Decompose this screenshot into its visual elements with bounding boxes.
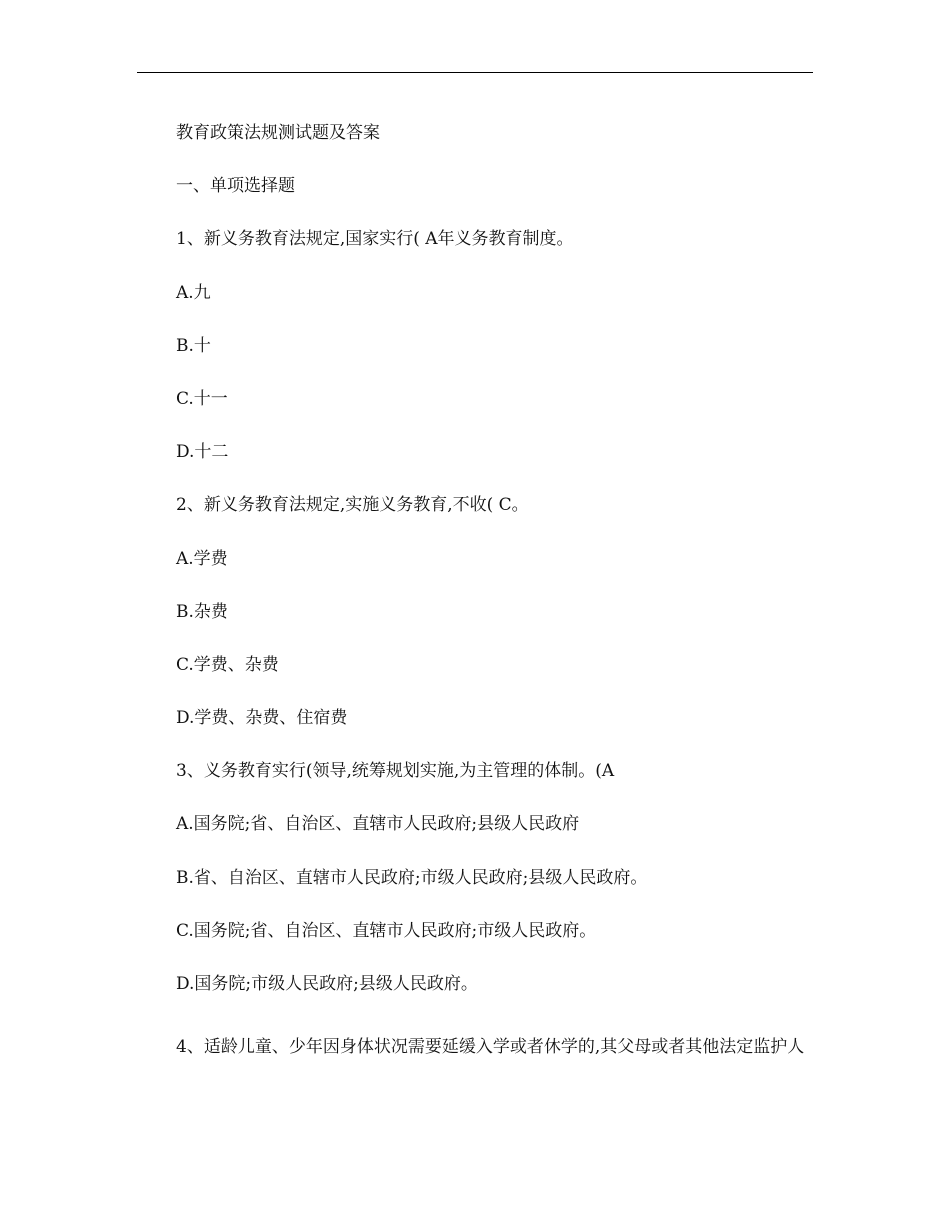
option-3d: D.国务院;市级人民政府;县级人民政府。 bbox=[176, 974, 478, 994]
option-3a: A.国务院;省、自治区、直辖市人民政府;县级人民政府 bbox=[176, 814, 580, 835]
section-heading: 一、单项选择题 bbox=[176, 176, 295, 197]
question-stem-1: 1、新义务教育法规定,国家实行( A年义务教育制度。 bbox=[176, 229, 574, 250]
option-3b: B.省、自治区、直辖市人民政府;市级人民政府;县级人民政府。 bbox=[176, 867, 648, 888]
option-1c: C.十一 bbox=[176, 388, 228, 409]
question-stem-2: 2、新义务教育法规定,实施义务教育,不收( C。 bbox=[176, 495, 529, 516]
option-2a: A.学费 bbox=[176, 548, 228, 569]
option-1b: B.十 bbox=[176, 335, 211, 356]
option-2b: B.杂费 bbox=[176, 601, 228, 622]
option-1a: A.九 bbox=[176, 282, 211, 303]
option-2d: D.学费、杂费、住宿费 bbox=[176, 708, 348, 729]
option-2c: C.学费、杂费 bbox=[176, 654, 279, 675]
question-stem-3: 3、义务教育实行(领导,统筹规划实施,为主管理的体制。(A bbox=[176, 761, 615, 782]
header-rule bbox=[137, 72, 813, 73]
option-1d: D.十二 bbox=[176, 442, 229, 463]
option-3c: C.国务院;省、自治区、直辖市人民政府;市级人民政府。 bbox=[176, 920, 597, 941]
document-title: 教育政策法规测试题及答案 bbox=[176, 123, 380, 143]
question-stem-4: 4、适龄儿童、少年因身体状况需要延缓入学或者休学的,其父母或者其他法定监护人 bbox=[176, 1037, 805, 1057]
document-body bbox=[176, 120, 816, 1024]
